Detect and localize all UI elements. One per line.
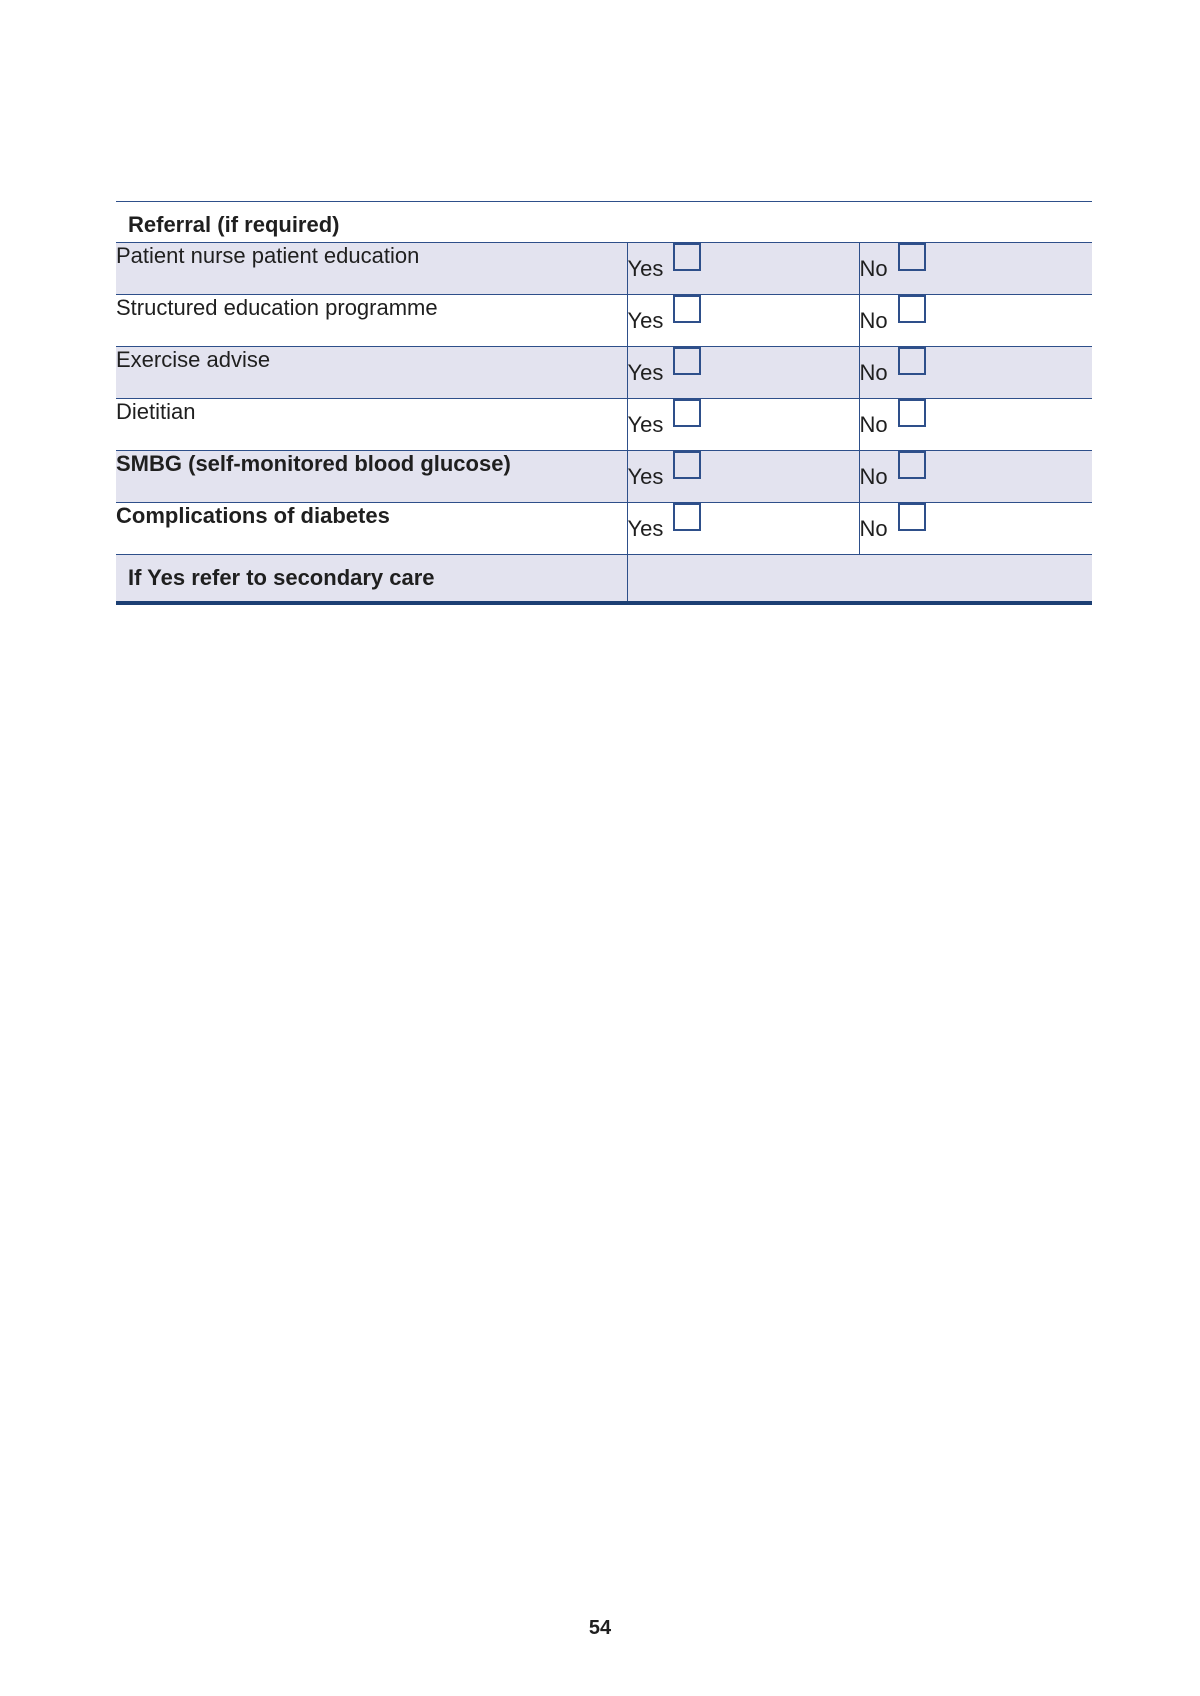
referral-row (116, 243, 1092, 295)
no-option (859, 347, 1092, 399)
yes-checkbox[interactable] (673, 243, 701, 271)
referral-row (116, 451, 1092, 503)
no-label: No (859, 256, 888, 281)
referral-row (116, 503, 1092, 555)
row-label-smbg: SMBG (self-monitored blood glucose) (116, 451, 627, 503)
yes-checkbox[interactable] (673, 399, 701, 427)
no-option (859, 295, 1092, 347)
row-label-patient-education: Patient nurse patient education (116, 243, 627, 295)
referral-section-title: Referral (if required) (116, 202, 1092, 243)
no-checkbox[interactable] (898, 295, 926, 323)
yes-option (627, 451, 859, 503)
no-option (859, 451, 1092, 503)
yes-option (627, 243, 859, 295)
yes-option (627, 399, 859, 451)
yes-label: Yes (627, 412, 664, 437)
secondary-care-row (116, 555, 1092, 604)
row-label-complications: Complications of diabetes (116, 503, 627, 555)
no-label: No (859, 412, 888, 437)
referral-row (116, 399, 1092, 451)
page-number: 54 (588, 1617, 612, 1639)
no-checkbox[interactable] (898, 451, 926, 479)
secondary-care-entry-cell[interactable] (627, 555, 1092, 604)
yes-option (627, 347, 859, 399)
yes-label: Yes (627, 308, 664, 333)
row-label-exercise-advise: Exercise advise (116, 347, 627, 399)
no-checkbox[interactable] (898, 347, 926, 375)
yes-option (627, 295, 859, 347)
referral-row (116, 347, 1092, 399)
row-label-structured-education: Structured education programme (116, 295, 627, 347)
referral-row (116, 295, 1092, 347)
no-checkbox[interactable] (898, 503, 926, 531)
no-option (859, 243, 1092, 295)
referral-header-row (116, 202, 1092, 243)
no-label: No (859, 464, 888, 489)
no-label: No (859, 360, 888, 385)
yes-label: Yes (627, 516, 664, 541)
no-label: No (859, 308, 888, 333)
no-checkbox[interactable] (898, 399, 926, 427)
no-label: No (859, 516, 888, 541)
no-option (859, 503, 1092, 555)
yes-label: Yes (627, 360, 664, 385)
no-option (859, 399, 1092, 451)
no-checkbox[interactable] (898, 243, 926, 271)
row-label-dietitian: Dietitian (116, 399, 627, 451)
yes-checkbox[interactable] (673, 347, 701, 375)
yes-option (627, 503, 859, 555)
yes-label: Yes (627, 256, 664, 281)
yes-checkbox[interactable] (673, 295, 701, 323)
yes-checkbox[interactable] (673, 451, 701, 479)
referral-form-table (116, 201, 1092, 605)
yes-checkbox[interactable] (673, 503, 701, 531)
secondary-care-label: If Yes refer to secondary care (116, 555, 627, 604)
yes-label: Yes (627, 464, 664, 489)
